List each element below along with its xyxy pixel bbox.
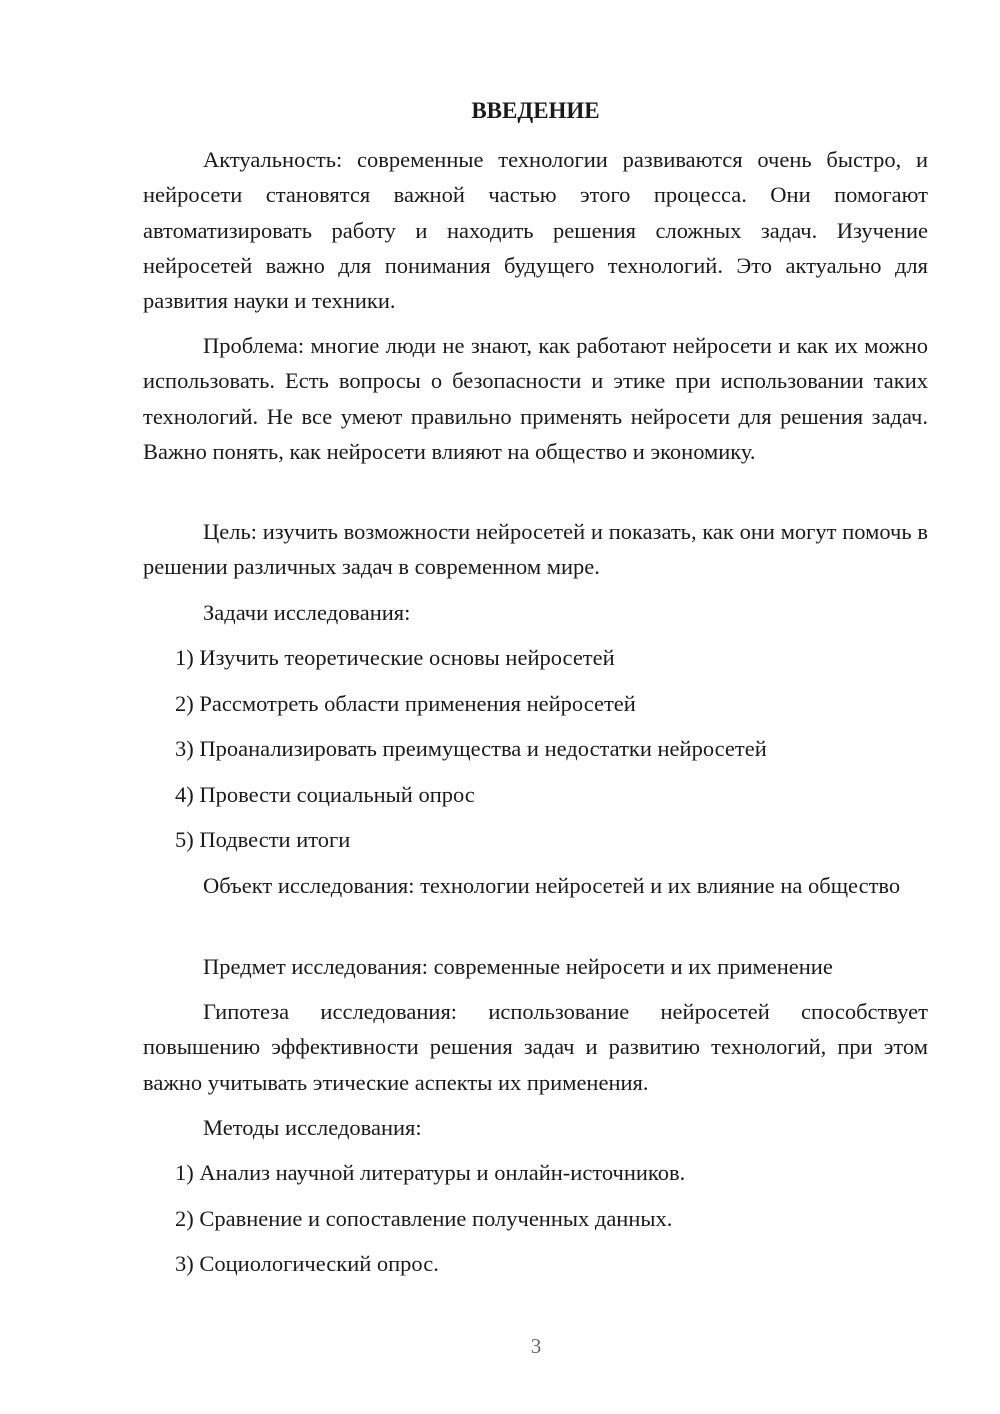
paragraph-relevance <box>143 142 928 318</box>
object-text: Объект исследования: технологии нейросетей и их влияние на общество <box>203 873 901 898</box>
list-item: 4) Провести социальный опрос <box>175 782 475 807</box>
method-list-item <box>143 1201 928 1236</box>
subject-text: Предмет исследования: современные нейросети и их применение <box>203 954 833 979</box>
list-item: 1) Анализ научной литературы и онлайн-источников. <box>175 1160 686 1185</box>
methods-title-text: Методы исследования: <box>203 1115 422 1140</box>
list-item: 5) Подвести итоги <box>175 827 351 852</box>
task-list-item <box>143 822 928 857</box>
hypothesis-text: Гипотеза исследования: использование нейросетей способствует повышению эффективности решения задач и развитию технологий, при этом важно учитывать этические аспекты их применения. <box>143 999 928 1095</box>
goal-text: Цель: изучить возможности нейросетей и показать, как они могут помочь в решении различных задач в современном мире. <box>143 519 928 580</box>
list-item: 1) Изучить теоретические основы нейросетей <box>175 645 615 670</box>
list-item: 2) Сравнение и сопоставление полученных данных. <box>175 1206 673 1231</box>
paragraph-problem <box>143 328 928 469</box>
task-list-item <box>143 777 928 812</box>
list-item: 2) Рассмотреть области применения нейросетей <box>175 691 636 716</box>
relevance-text: Актуальность: современные технологии развиваются очень быстро, и нейросети становятся важной частью этого процесса. Они помогают автоматизировать работу и находить решения сложных задач. Изучение нейросетей важно для понимания будущего технологий. Это актуально для развития науки и техники. <box>143 147 928 314</box>
problem-text: Проблема: многие люди не знают, как работают нейросети и как их можно использовать. Есть вопросы о безопасности и этике при использовании таких технологий. Не все умеют правильно применять нейросети для решения задач. Важно понять, как нейросети влияют на общество и экономику. <box>143 333 928 464</box>
page-title: ВВЕДЕНИЕ <box>471 98 600 123</box>
tasks-title <box>143 595 928 630</box>
tasks-title-text: Задачи исследования: <box>203 600 411 625</box>
method-list-item <box>143 1246 928 1281</box>
page-number: 3 <box>530 1334 542 1358</box>
method-list-item <box>143 1155 928 1190</box>
task-list-item <box>143 731 928 766</box>
paragraph-hypothesis <box>143 994 928 1100</box>
paragraph-subject <box>143 949 928 984</box>
task-list-item <box>143 686 928 721</box>
list-item: 3) Проанализировать преимущества и недостатки нейросетей <box>175 736 767 761</box>
paragraph-goal <box>143 514 928 585</box>
paragraph-object <box>143 868 928 903</box>
methods-title <box>143 1110 928 1145</box>
task-list-item <box>143 640 928 675</box>
list-item: 3) Социологический опрос. <box>175 1251 439 1276</box>
